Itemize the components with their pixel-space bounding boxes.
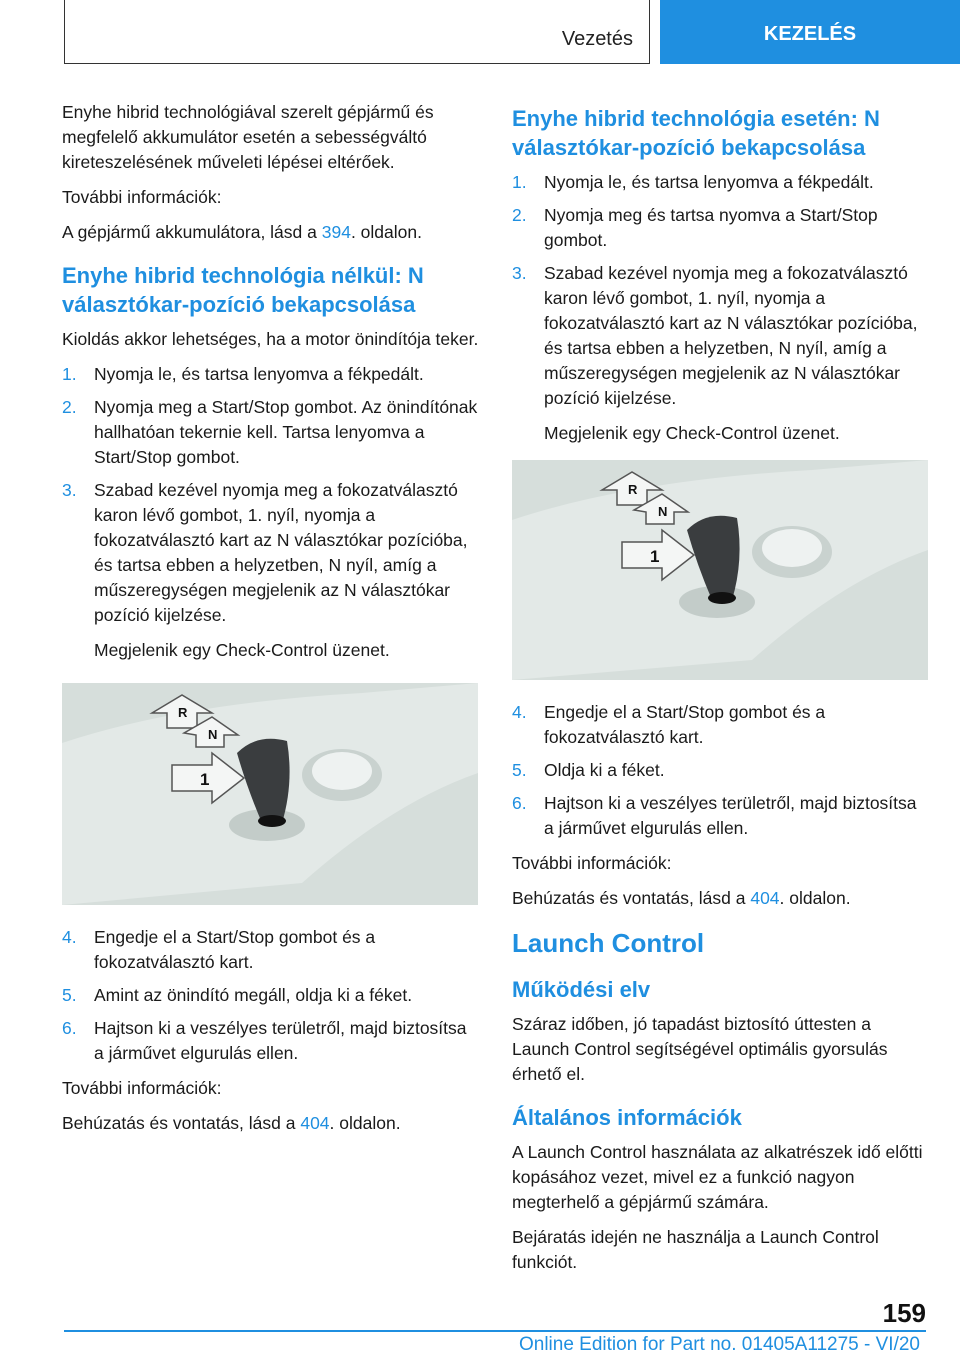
footer-divider [64, 1330, 926, 1332]
general-info-text-2: Bejáratás idején ne használja a Launch Control funkciót. [512, 1227, 879, 1272]
section-heading-without-hybrid: Enyhe hibrid technológia nélkül: N választókar-pozíció bekapcsolása [62, 263, 424, 317]
header-chapter-tab: KEZELÉS [660, 0, 960, 64]
operating-principle-text: Száraz időben, jó tapadást biztosító úttesten a Launch Control segítségével optimális gyorsulás érhető el. [512, 1014, 888, 1084]
list-item: 5. Oldja ki a féket. [512, 760, 665, 780]
towing-reference: Behúzatás és vontatás, lásd a 404. oldalon. [512, 888, 851, 908]
steps-list-left-b [62, 925, 480, 1066]
section-heading-with-hybrid: Enyhe hibrid technológia esetén: N választókar-pozíció bekapcsolása [512, 106, 880, 160]
steps-list-left-a [62, 362, 480, 663]
header-section-title: Vezetés [561, 28, 633, 50]
more-info-label: További információk: [62, 1078, 222, 1098]
towing-reference: Behúzatás és vontatás, lásd a 404. oldalon. [62, 1113, 401, 1133]
battery-reference: A gépjármű akkumulátora, lásd a 394. oldalon. [62, 222, 422, 242]
operating-principle-heading: Működési elv [512, 977, 651, 1002]
steps-list-right-a [512, 170, 930, 446]
right-column [512, 104, 930, 1285]
list-item: 3. Szabad kezével nyomja meg a fokozatválasztó karon lévő gombot, 1. nyíl, nyomja a fokozatválasztó kart az N választókar pozícióba, és tartsa ebben a helyzetben, N nyíl, amíg a műszeregységen megjelenik az N választókar pozíció kijelzése. Megjelenik egy Check-Control üzenet. [62, 480, 468, 660]
gear-selector-illustration [62, 683, 478, 905]
intro-paragraph: Enyhe hibrid technológiával szerelt gépjármű és megfelelő akkumulátor esetén a sebességváltó kireteszelésének műveleti lépései eltérőek. [62, 102, 434, 172]
figure-label-n: N [658, 504, 668, 519]
page-link-394[interactable]: 394 [321, 222, 351, 242]
edition-text: Online Edition for Part no. 01405A11275 - VI/20 [518, 1334, 920, 1355]
list-item: 5. Amint az önindító megáll, oldja ki a féket. [62, 985, 413, 1005]
page-link-404[interactable]: 404 [300, 1113, 330, 1133]
figure-label-r: R [628, 482, 638, 497]
page-link-404[interactable]: 404 [750, 888, 780, 908]
list-item: 2. Nyomja meg és tartsa nyomva a Start/Stop gombot. [512, 205, 878, 250]
more-info-label: További információk: [512, 853, 672, 873]
list-item: 4. Engedje el a Start/Stop gombot és a fokozatválasztó kart. [62, 927, 376, 972]
list-item: 4. Engedje el a Start/Stop gombot és a fokozatválasztó kart. [512, 702, 826, 747]
list-item: 2. Nyomja meg a Start/Stop gombot. Az önindítónak hallhatóan tekernie kell. Tartsa lenyomva a Start/Stop gombot. [62, 397, 478, 467]
list-item: 3. Szabad kezével nyomja meg a fokozatválasztó karon lévő gombot, 1. nyíl, nyomja a fokozatválasztó kart az N választókar pozícióba, és tartsa ebben a helyzetben, N nyíl, amíg a műszeregységen megjelenik az N választókar pozíció kijelzése. Megjelenik egy Check-Control üzenet. [512, 263, 918, 443]
figure-label-1: 1 [650, 547, 660, 566]
figure-label-r: R [178, 705, 188, 720]
header-section-box [64, 0, 650, 64]
list-item: 6. Hajtson ki a veszélyes területről, majd biztosítsa a járművet elgurulás ellen. [62, 1018, 467, 1063]
footer-edition [519, 1334, 920, 1356]
general-info-text-1: A Launch Control használata az alkatrészek idő előtti kopásához vezet, mivel ez a funkció nagyon megterhelő a gépjármű számára. [512, 1142, 923, 1212]
general-info-heading: Általános információk [512, 1105, 742, 1130]
launch-control-title: Launch Control [512, 928, 705, 958]
list-item: 1. Nyomja le, és tartsa lenyomva a fékpedált. [512, 172, 874, 192]
page-number: 159 [882, 1298, 926, 1328]
figure-label-n: N [208, 727, 218, 742]
steps-list-right-b [512, 700, 930, 841]
release-paragraph: Kioldás akkor lehetséges, ha a motor önindítója teker. [62, 329, 479, 349]
list-item: 1. Nyomja le, és tartsa lenyomva a fékpedált. [62, 364, 424, 384]
figure-label-1: 1 [200, 770, 210, 789]
list-item: 6. Hajtson ki a veszélyes területről, majd biztosítsa a járművet elgurulás ellen. [512, 793, 917, 838]
left-column [62, 100, 480, 1146]
gear-selector-illustration [512, 460, 928, 680]
more-info-label: További információk: [62, 187, 222, 207]
